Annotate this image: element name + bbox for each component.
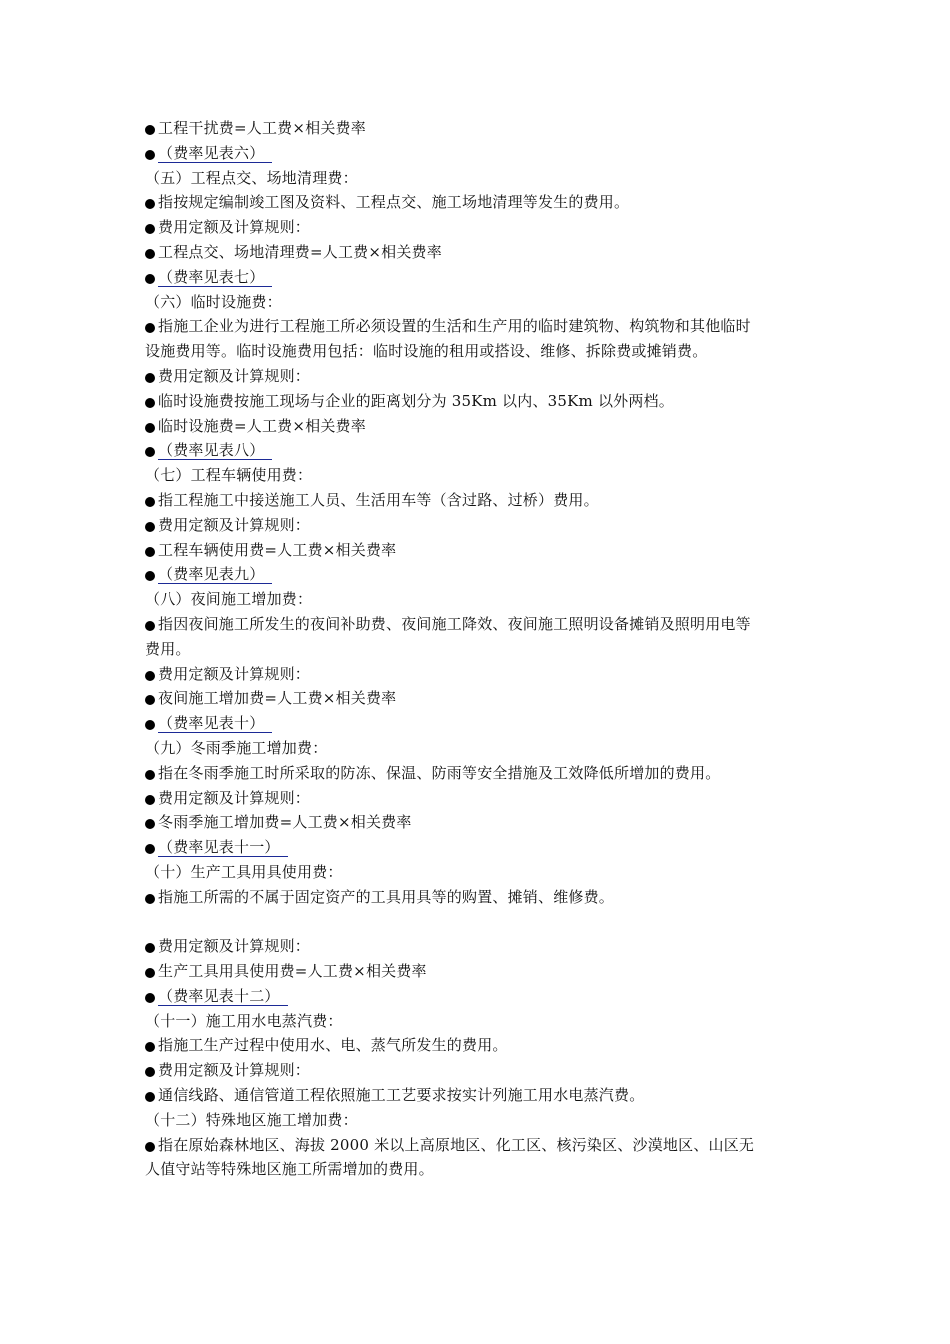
- bullet-icon: [145, 695, 155, 705]
- line-text: 通信线路、通信管道工程依照施工工艺要求按实计列施工用水电蒸汽费。: [158, 1086, 645, 1105]
- line-text: （七）工程车辆使用费：: [145, 466, 313, 485]
- line-text: 指施工所需的不属于固定资产的工具用具等的购置、摊销、维修费。: [158, 887, 615, 906]
- bullet-item: [145, 240, 815, 265]
- bullet-icon: [145, 125, 155, 135]
- bullet-item: [145, 414, 815, 439]
- section-heading: [145, 1108, 815, 1133]
- section-heading: [145, 1009, 815, 1034]
- bullet-icon: [145, 1042, 155, 1052]
- bullet-icon: [145, 993, 155, 1003]
- line-text: 指施工企业为进行工程施工所必须设置的生活和生产用的临时建筑物、构筑物和其他临时: [158, 317, 751, 336]
- line-text: （十二）特殊地区施工增加费：: [145, 1110, 358, 1129]
- rate-table-link[interactable]: （费率见表六）: [158, 144, 272, 163]
- rate-table-link[interactable]: （费率见表十一）: [158, 838, 288, 857]
- line-text: 生产工具用具使用费=人工费×相关费率: [158, 962, 427, 981]
- line-text: （八）夜间施工增加费：: [145, 590, 313, 609]
- bullet-item: [145, 1133, 815, 1158]
- bullet-icon: [145, 894, 155, 904]
- bullet-item: [145, 538, 815, 563]
- bullet-item: [145, 934, 815, 959]
- line-text: 费用定额及计算规则：: [158, 788, 311, 807]
- line-text: 费用定额及计算规则：: [158, 664, 311, 683]
- line-text: 夜间施工增加费=人工费×相关费率: [158, 689, 397, 708]
- section-heading: [145, 166, 815, 191]
- rate-table-link[interactable]: （费率见表九）: [158, 565, 272, 584]
- bullet-icon: [145, 249, 155, 259]
- bullet-item: [145, 885, 815, 910]
- line-text: 费用定额及计算规则：: [158, 515, 311, 534]
- rate-reference-item: [145, 265, 815, 290]
- bullet-icon: [145, 968, 155, 978]
- bullet-icon: [145, 671, 155, 681]
- line-text: （九）冬雨季施工增加费：: [145, 738, 328, 757]
- bullet-icon: [145, 571, 155, 581]
- line-text: 临时设施费按施工现场与企业的距离划分为 35Km 以内、35Km 以外两档。: [158, 391, 674, 410]
- bullet-icon: [145, 547, 155, 557]
- bullet-icon: [145, 819, 155, 829]
- bullet-icon: [145, 150, 155, 160]
- line-text: 费用。: [145, 639, 191, 658]
- bullet-item: [145, 959, 815, 984]
- bullet-icon: [145, 621, 155, 631]
- line-text: 指按规定编制竣工图及资料、工程点交、施工场地清理等发生的费用。: [158, 193, 630, 212]
- line-text: 人值守站等特殊地区施工所需增加的费用。: [145, 1160, 434, 1179]
- bullet-icon: [145, 497, 155, 507]
- line-text: 费用定额及计算规则：: [158, 366, 311, 385]
- bullet-icon: [145, 770, 155, 780]
- rate-reference-item: [145, 562, 815, 587]
- bullet-item: [145, 612, 815, 637]
- bullet-item: [145, 810, 815, 835]
- line-text: 设施费用等。临时设施费用包括：临时设施的租用或搭设、维修、拆除费或摊销费。: [145, 342, 708, 361]
- bullet-item: [145, 513, 815, 538]
- bullet-icon: [145, 943, 155, 953]
- bullet-item: [145, 1083, 815, 1108]
- rate-reference-item: [145, 141, 815, 166]
- line-text: 费用定额及计算规则：: [158, 937, 311, 956]
- bullet-item: [145, 116, 815, 141]
- line-text: 指工程施工中接送施工人员、生活用车等（含过路、过桥）费用。: [158, 490, 599, 509]
- line-text: （五）工程点交、场地清理费：: [145, 168, 358, 187]
- line-text: 费用定额及计算规则：: [158, 218, 311, 237]
- bullet-icon: [145, 274, 155, 284]
- bullet-icon: [145, 447, 155, 457]
- bullet-icon: [145, 224, 155, 234]
- blank-line: [145, 910, 815, 935]
- section-heading: [145, 463, 815, 488]
- rate-table-link[interactable]: （费率见表十）: [158, 714, 272, 733]
- rate-reference-item: [145, 984, 815, 1009]
- bullet-item: [145, 761, 815, 786]
- continuation-line: [145, 637, 815, 662]
- bullet-icon: [145, 373, 155, 383]
- document-body: [145, 116, 815, 1182]
- line-text: 冬雨季施工增加费=人工费×相关费率: [158, 813, 412, 832]
- bullet-item: [145, 1033, 815, 1058]
- bullet-icon: [145, 323, 155, 333]
- line-text: 工程点交、场地清理费=人工费×相关费率: [158, 242, 442, 261]
- bullet-item: [145, 686, 815, 711]
- bullet-icon: [145, 844, 155, 854]
- bullet-item: [145, 314, 815, 339]
- bullet-item: [145, 488, 815, 513]
- bullet-icon: [145, 1067, 155, 1077]
- bullet-item: [145, 364, 815, 389]
- line-text: 指在原始森林地区、海拔 2000 米以上高原地区、化工区、核污染区、沙漠地区、山区无: [158, 1135, 755, 1154]
- bullet-icon: [145, 199, 155, 209]
- bullet-item: [145, 662, 815, 687]
- line-text: 指在冬雨季施工时所采取的防冻、保温、防雨等安全措施及工效降低所增加的费用。: [158, 763, 721, 782]
- rate-reference-item: [145, 711, 815, 736]
- bullet-icon: [145, 423, 155, 433]
- line-text: 费用定额及计算规则：: [158, 1061, 311, 1080]
- continuation-line: [145, 339, 815, 364]
- section-heading: [145, 587, 815, 612]
- line-text: 工程干扰费=人工费×相关费率: [158, 119, 366, 137]
- bullet-item: [145, 389, 815, 414]
- bullet-icon: [145, 795, 155, 805]
- line-text: 指因夜间施工所发生的夜间补助费、夜间施工降效、夜间施工照明设备摊销及照明用电等: [158, 614, 751, 633]
- line-text: 工程车辆使用费=人工费×相关费率: [158, 540, 397, 559]
- rate-reference-item: [145, 835, 815, 860]
- bullet-item: [145, 215, 815, 240]
- rate-table-link[interactable]: （费率见表七）: [158, 268, 272, 287]
- line-text: 临时设施费=人工费×相关费率: [158, 416, 366, 435]
- line-text: 指施工生产过程中使用水、电、蒸气所发生的费用。: [158, 1036, 508, 1055]
- bullet-icon: [145, 720, 155, 730]
- section-heading: [145, 860, 815, 885]
- bullet-icon: [145, 398, 155, 408]
- section-heading: [145, 290, 815, 315]
- line-text: （六）临时设施费：: [145, 292, 282, 311]
- bullet-icon: [145, 1142, 155, 1152]
- line-text: （十一）施工用水电蒸汽费：: [145, 1011, 343, 1030]
- rate-table-link[interactable]: （费率见表十二）: [158, 987, 288, 1006]
- bullet-item: [145, 1058, 815, 1083]
- bullet-icon: [145, 522, 155, 532]
- line-text: （十）生产工具用具使用费：: [145, 862, 343, 881]
- continuation-line: [145, 1157, 815, 1182]
- bullet-icon: [145, 1092, 155, 1102]
- section-heading: [145, 736, 815, 761]
- rate-table-link[interactable]: （费率见表八）: [158, 441, 272, 460]
- bullet-item: [145, 786, 815, 811]
- bullet-item: [145, 190, 815, 215]
- rate-reference-item: [145, 438, 815, 463]
